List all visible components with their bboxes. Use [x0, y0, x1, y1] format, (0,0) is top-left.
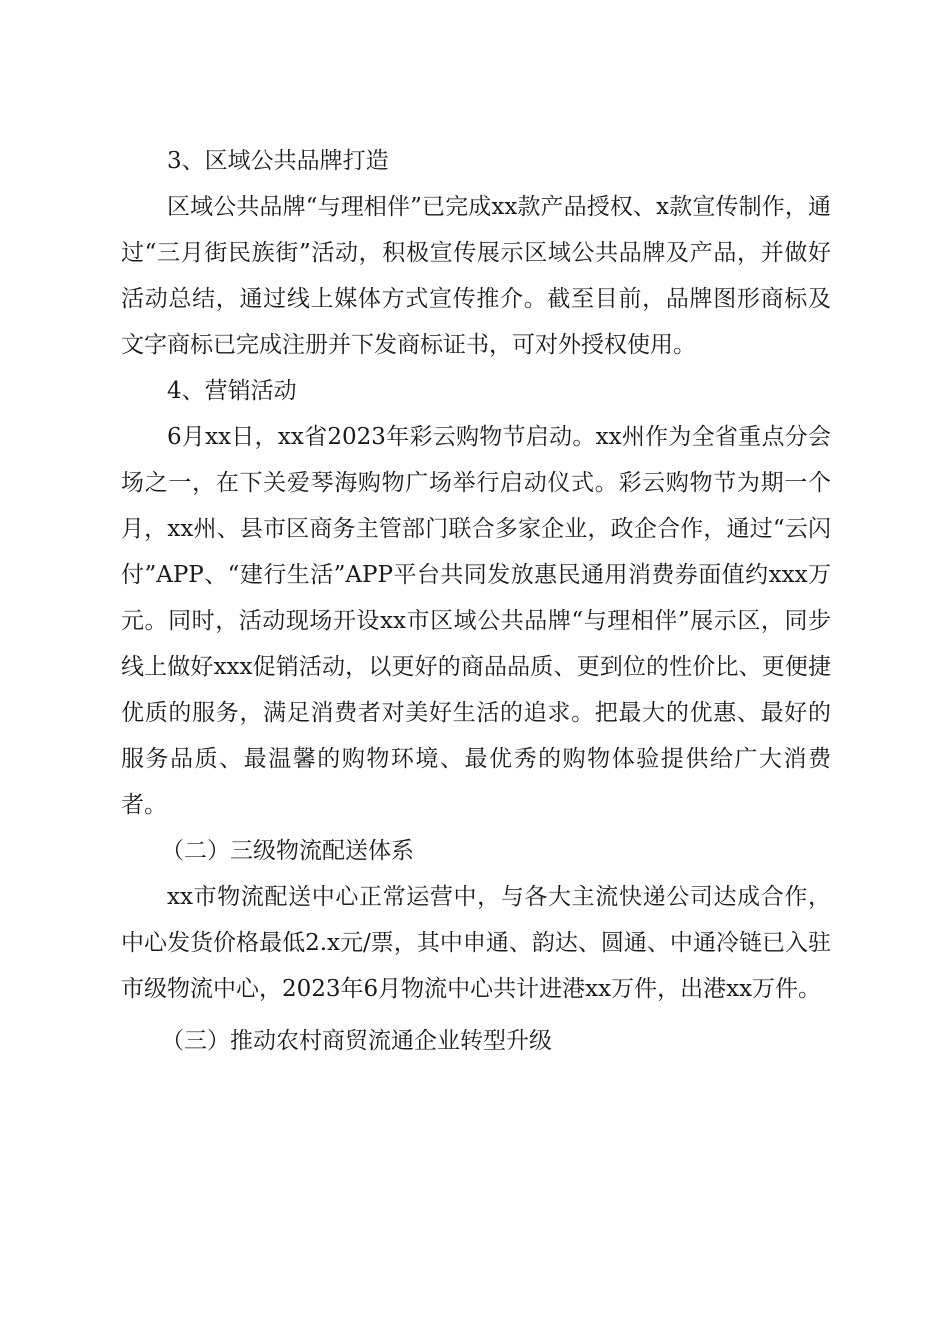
section-heading-rural-commerce: （三）推动农村商贸流通企业转型升级 [161, 1028, 552, 1054]
section-heading-regional-brand: 3、区域公共品牌打造 [167, 148, 389, 174]
paragraph-marketing: 6月xx日，xx省2023年彩云购物节启动。xx州作为全省重点分会场之一，在下关爱琴海购物广场举行启动仪式。彩云购物节为期一个月，xx州、县市区商务主管部门联合多家企业，政企合作，通过“云闪付”APP、“建行生活”APP平台共同发放惠民通用消费券面值约xxx万元。同时，活动现场开设xx市区域公共品牌“与理相伴”展示区，同步线上做好xxx促销活动，以更好的商品品质、更到位的性价比、更便捷优质的服务，满足消费者对美好生活的追求。把最大的优惠、最好的服务品质、最温馨的购物环境、最优秀的购物体验提供给广大消费者。 [121, 424, 831, 818]
paragraph-logistics: xx市物流配送中心正常运营中，与各大主流快递公司达成合作，中心发货价格最低2.x元/票，其中申通、韵达、圆通、中通冷链已入驻市级物流中心，2023年6月物流中心共计进港xx万件，出港xx万件。 [121, 884, 831, 1002]
document-body [121, 138, 831, 1064]
section-heading-logistics: （二）三级物流配送体系 [161, 838, 414, 864]
section-heading-marketing: 4、营销活动 [167, 378, 297, 404]
paragraph-regional-brand: 区域公共品牌“与理相伴”已完成xx款产品授权、x款宣传制作，通过“三月街民族街”活动，积极宣传展示区域公共品牌及产品，并做好活动总结，通过线上媒体方式宣传推介。截至目前，品牌图形商标及文字商标已完成注册并下发商标证书，可对外授权使用。 [121, 194, 831, 358]
